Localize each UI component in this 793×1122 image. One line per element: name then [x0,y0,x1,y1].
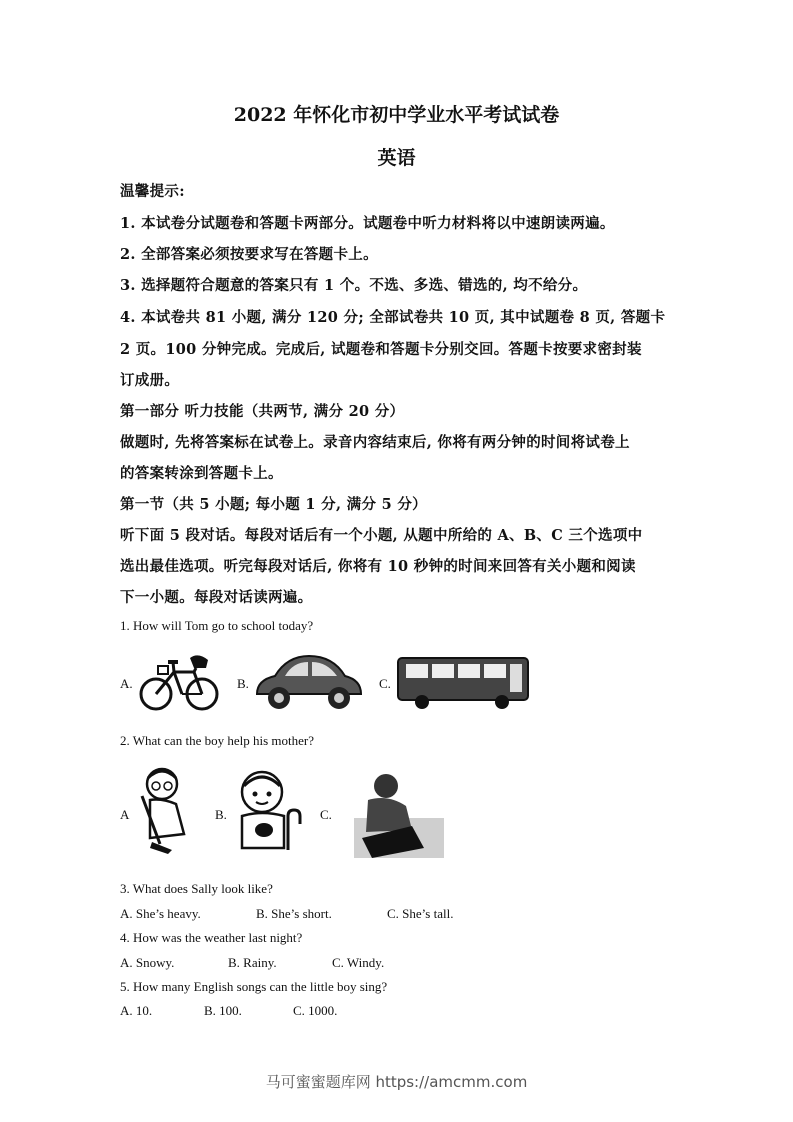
tips-heading: 温馨提示: [120,183,185,200]
subject-title: 英语 [377,147,416,169]
page-title: 2022 年怀化市初中学业水平考试试卷 [233,104,560,126]
washing-dishes-icon [234,766,304,852]
tip-line: 3. 选择题符合题意的答案只有 1 个。不选、多选、错选的, 均不给分。 [120,277,588,294]
bus-icon [396,654,530,710]
option-label: B. [215,807,227,822]
section1-heading: 第一节（共 5 小题; 每小题 1 分, 满分 5 分） [120,496,427,513]
option-label: C. [320,807,332,822]
part1-instruction: 的答案转涂到答题卡上。 [120,465,283,482]
option-label: C. [379,676,391,691]
tip-line: 4. 本试卷共 81 小题, 满分 120 分; 全部试卷共 10 页, 其中试题卷 8 页, 答题卡 [120,309,666,326]
sweeping-icon [132,764,198,854]
option-a: A. She’s heavy. [120,906,201,921]
option-label: B. [237,676,249,691]
question-5: 5. How many English songs can the little boy sing? [120,979,388,994]
option-b: B. Rainy. [228,955,277,970]
tip-line: 订成册。 [120,372,180,389]
section1-instruction: 下一小题。每段对话读两遍。 [120,589,313,606]
cleaning-table-icon [352,768,446,860]
bicycle-icon [138,648,220,714]
part1-instruction: 做题时, 先将答案标在试卷上。录音内容结束后, 你将有两分钟的时间将试卷上 [120,434,630,451]
section1-instruction: 选出最佳选项。听完每段对话后, 你将有 10 秒钟的时间来回答有关小题和阅读 [120,558,636,575]
option-b: B. She’s short. [256,906,332,921]
footer-watermark: 马可蜜蜜题库网 https://amcmm.com [265,1073,528,1091]
question-3: 3. What does Sally look like? [120,881,273,896]
option-c: C. She’s tall. [387,906,454,921]
question-1: 1. How will Tom go to school today? [120,618,314,633]
option-a: A. Snowy. [120,955,175,970]
question-4: 4. How was the weather last night? [120,930,303,945]
tip-line: 1. 本试卷分试题卷和答题卡两部分。试题卷中听力材料将以中速朗读两遍。 [120,215,615,232]
part1-heading: 第一部分 听力技能（共两节, 满分 20 分） [120,403,405,420]
tip-line: 2. 全部答案必须按要求写在答题卡上。 [120,246,378,263]
option-b: B. 100. [204,1003,242,1018]
question-2: 2. What can the boy help his mother? [120,733,314,748]
car-icon [253,652,365,712]
option-a: A. 10. [120,1003,153,1018]
option-label: A. [120,676,133,691]
option-c: C. 1000. [293,1003,338,1018]
option-label: A [120,807,130,822]
section1-instruction: 听下面 5 段对话。每段对话后有一个小题, 从题中所给的 A、B、C 三个选项中 [120,527,643,544]
option-c: C. Windy. [332,955,385,970]
tip-line: 2 页。100 分钟完成。完成后, 试题卷和答题卡分别交回。答题卡按要求密封装 [120,341,642,358]
